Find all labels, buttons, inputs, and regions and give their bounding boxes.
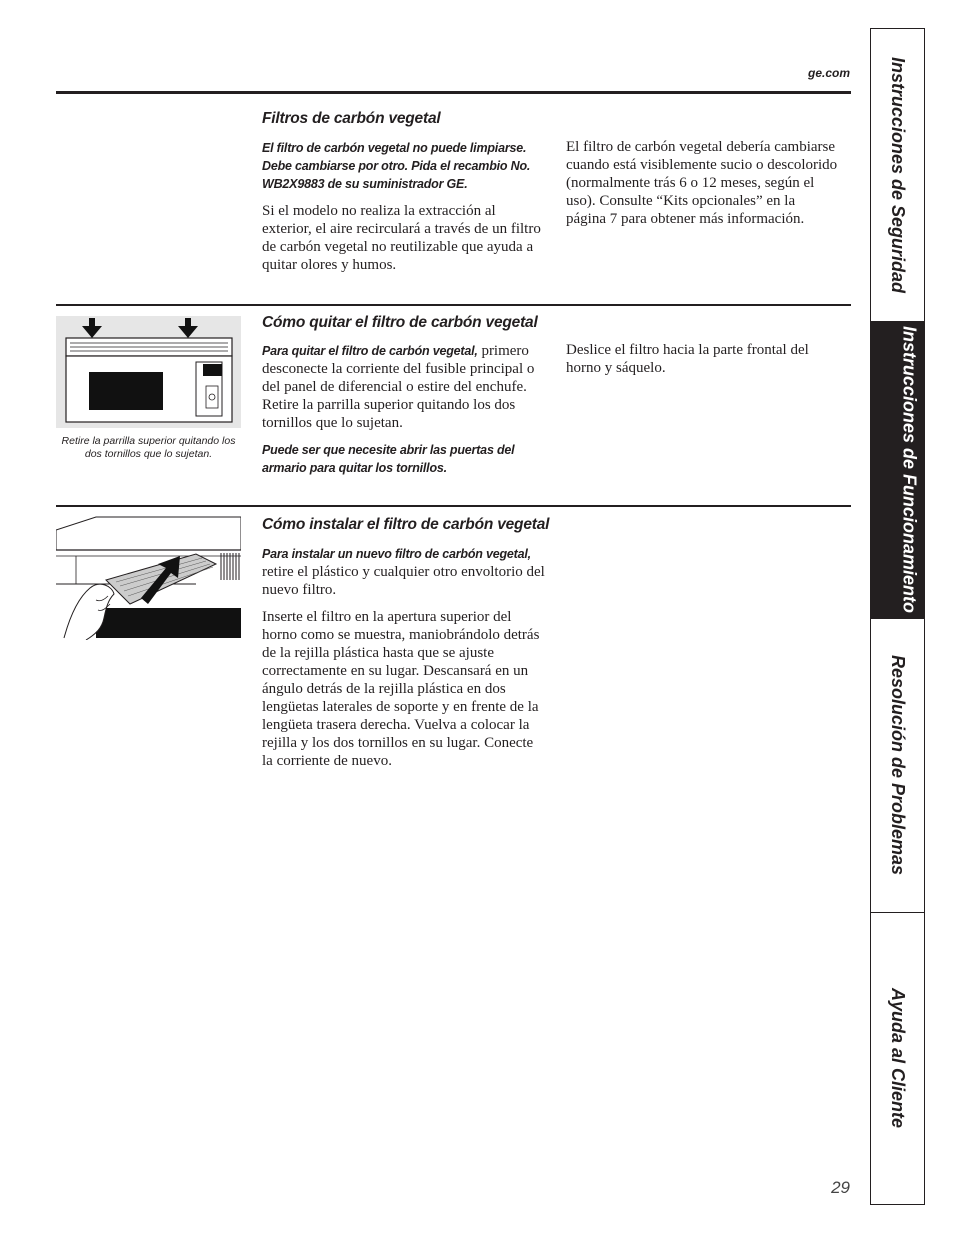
page-number: 29 (831, 1178, 850, 1197)
section-1-notice: El filtro de carbón vegetal no puede limpiarse. Debe cambiarse por otro. Pida el recambio No. WB2X9883 de su suministrador GE. (262, 141, 531, 191)
tab-troubleshooting[interactable] (871, 619, 924, 913)
section-1-body: Si el modelo no realiza la extracción al exterior, el aire recirculará a través de un filtro de carbón vegetal no reutilizable que ayuda a quitar olores y humos. (262, 203, 541, 273)
section-3-body-2: Inserte el filtro en la apertura superior del horno como se muestra, maniobrándolo detrás de la rejilla plástica hasta que se ajuste correctamente en su lugar. Descansará en un ángulo detrás de la rejilla plástica en dos lengüetas laterales de soporte y en frente de la lengüeta trasera derecha. Vuelva a colocar la rejilla y los dos tornillos en su lugar. Conecte la corriente de nuevo. (262, 609, 540, 769)
section-2-lead: Para quitar el filtro de carbón vegetal, (262, 344, 478, 358)
tab-label: Ayuda al Cliente (888, 988, 908, 1129)
install-filter-illustration (56, 516, 241, 640)
section-title-charcoal-filters: Filtros de carbón vegetal (262, 110, 441, 127)
figure-caption: Retire la parrilla superior quitando los dos tornillos que lo sujetan. (61, 435, 236, 460)
section-1-body-right: El filtro de carbón vegetal debería cambiarse cuando está visiblemente sucio o descolorido (normalmente trás 6 o 12 meses, según el uso). Consulte “Kits opcionales” en la página 7 para obtener más información. (566, 139, 838, 227)
oven-grille-illustration (56, 316, 241, 428)
tab-label: Resolución de Problemas (888, 655, 908, 876)
section-2-text: primero desconecte la corriente del fusible principal o del panel de diferencial o estire del enchufe. Retire la parrilla superior quitando los dos tornillos que lo sujetan. (262, 343, 535, 431)
section-2-body (262, 342, 547, 432)
section-title-remove-filter: Cómo quitar el filtro de carbón vegetal (262, 314, 538, 331)
tab-operating-instructions[interactable] (871, 322, 924, 619)
section-2-notice: Puede ser que necesite abrir las puertas del armario para quitar los tornillos. (262, 443, 515, 475)
section-3-text: retire el plástico y cualquier otro envoltorio del nuevo filtro. (262, 564, 545, 598)
tab-label: Instrucciones de Seguridad (888, 56, 908, 294)
section-2-body-right: Deslice el filtro hacia la parte frontal del horno y sáquelo. (566, 342, 809, 376)
section-3-lead: Para instalar un nuevo filtro de carbón vegetal, (262, 547, 531, 561)
side-tab-column (870, 28, 925, 1205)
tab-safety-instructions[interactable] (871, 29, 924, 322)
tab-customer-help[interactable] (871, 913, 924, 1204)
section-divider (56, 304, 851, 306)
section-title-install-filter: Cómo instalar el filtro de carbón vegetal (262, 516, 550, 533)
section-divider (56, 505, 851, 507)
tab-label: Instrucciones de Funcionamiento (899, 326, 920, 614)
site-url: ge.com (807, 66, 850, 80)
section-3-body (262, 545, 547, 599)
top-rule (56, 91, 851, 94)
